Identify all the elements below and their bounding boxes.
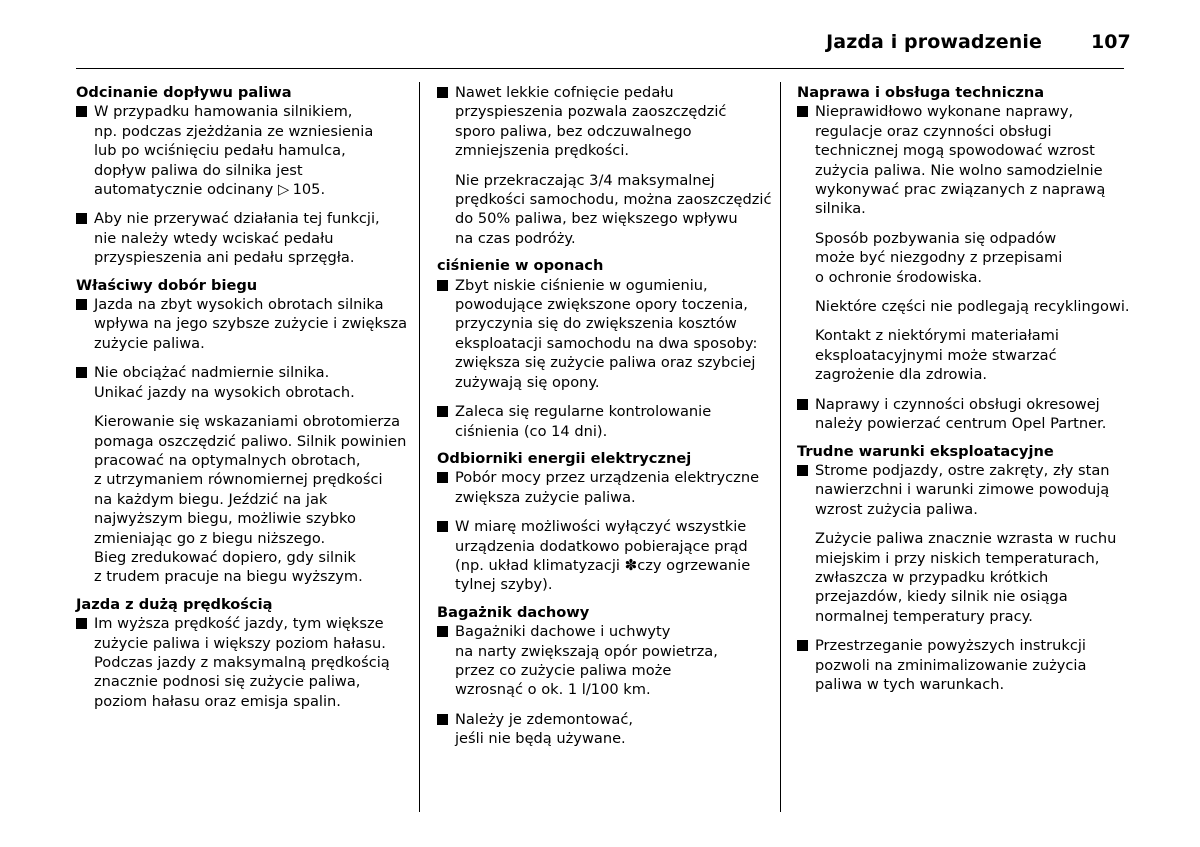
bullet-switch-off-devices: W miarę możliwości wyłączyć wszystkie urządzenia dodatkowo pobierające prąd (np. układ klimatyzacji ✽czy ogrzewanie tylnej szyby). [437, 517, 767, 595]
note-recycling: Niektóre części nie podlegają recyklingowi. [815, 298, 1130, 316]
note-waste-disposal: Sposób pozbywania się odpadów może być niezgodny z przepisami o ochronie środowiska. [815, 229, 1063, 286]
section-heading-roof-rack: Bagażnik dachowy [437, 603, 590, 621]
column-divider-2 [780, 82, 781, 812]
bullet-remove-rack: Należy je zdemontować, jeśli nie będą używane. [437, 710, 767, 749]
bullet-power-draw: Pobór mocy przez urządzenia elektryczne zwiększa zużycie paliwa. [437, 468, 767, 507]
bullet-roof-rack-drag: Bagażniki dachowe i uchwyty na narty zwiększają opór powietrza, przez co zużycie paliwa może wzrosnąć o ok. 1 l/100 km. [437, 622, 767, 700]
bullet-dont-overload: Nie obciążać nadmiernie silnika. Unikać jazdy na wysokich obrotach. [76, 363, 406, 402]
note-city-driving: Zużycie paliwa znacznie wzrasta w ruchu miejskim i przy niskich temperaturach, zwłaszcza w przypadku krótkich przejazdów, kiedy silnik nie osiąga normalnej temperatury pracy. [815, 530, 1117, 625]
bullet-improper-repairs: Nieprawidłowo wykonane naprawy, regulacje oraz czynności obsługi technicznej mogą spowodować wzrost zużycia paliwa. Nie wolno samodzielnie wykonywać prac związanych z naprawą silnika. [797, 102, 1127, 218]
column-2 [437, 83, 772, 757]
bullet-low-pressure: Zbyt niskie ciśnienie w ogumieniu, powodujące zwiększone opory toczenia, przyczynia się do zwiększenia kosztów eksploatacji samochodu na dwa sposoby: zwiększa się zużycie paliwa oraz szybciej zużywają się opony. [437, 276, 767, 392]
section-heading-fuel-cutoff: Odcinanie dopływu paliwa [76, 84, 292, 101]
column-divider-1 [419, 82, 420, 812]
note-three-quarter-speed: Nie przekraczając 3/4 maksymalnej prędkości samochodu, można zaoszczędzić do 50% paliwa, bez większego wpływu na czas podróży. [455, 171, 772, 247]
bullet-release-pedal: Nawet lekkie cofnięcie pedału przyspieszenia pozwala zaoszczędzić sporo paliwa, bez odczuwalnego zmniejszenia prędkości. [437, 83, 767, 161]
section-heading-tyre-pressure: ciśnienie w oponach [437, 257, 604, 275]
section-heading-electric-consumers: Odbiorniki energii elektrycznej [437, 449, 692, 467]
column-1 [76, 83, 406, 719]
climate-control-icon: ✽ [624, 555, 638, 574]
bullet-higher-speed: Im wyższa prędkość jazdy, tym większe zużycie paliwa i większy poziom hałasu. Podczas jazdy z maksymalną prędkością znacznie podnosi się zużycie paliwa, poziom hałasu oraz emisja spalin. [76, 614, 406, 711]
page-reference-icon: ▷ [277, 181, 290, 199]
section-heading-difficult-conditions: Trudne warunki eksploatacyjne [797, 442, 1054, 460]
bullet-dont-interrupt: Aby nie przerywać działania tej funkcji, nie należy wtedy wciskać pedału przyspieszenia ani pedału sprzęgła. [76, 209, 406, 267]
column-3 [797, 83, 1130, 702]
header-rule [76, 68, 1124, 69]
note-health-hazard: Kontakt z niektórymi materiałami eksploatacyjnymi może stwarzać zagrożenie dla zdrowia. [815, 327, 1059, 384]
bullet-engine-braking: W przypadku hamowania silnikiem, np. podczas zjeżdżania ze wzniesienia lub po wciśnięciu pedału hamulca, dopływ paliwa do silnika jest automatycznie odcinany ▷ 105. [76, 102, 406, 199]
bullet-follow-instructions: Przestrzeganie powyższych instrukcji pozwoli na zminimalizowanie zużycia paliwa w tych warunkach. [797, 636, 1127, 694]
bullet-check-pressure: Zaleca się regularne kontrolowanie ciśnienia (co 14 dni). [437, 402, 767, 441]
note-tachometer: Kierowanie się wskazaniami obrotomierza pomaga oszczędzić paliwo. Silnik powinien pracować na optymalnych obrotach, z utrzymaniem równomiernej prędkości na każdym biegu. Jeździć na jak najwyższym biegu, możliwie szybko zmieniając go z biegu niższego. Bieg zredukować dopiero, gdy silnik z trudem pracuje na biegu wyższym. [94, 413, 407, 586]
section-heading-gear-choice: Właściwy dobór biegu [76, 276, 258, 294]
page-number: 107 [1091, 31, 1131, 53]
section-heading-maintenance: Naprawa i obsługa techniczna [797, 84, 1045, 101]
bullet-opel-partner: Naprawy i czynności obsługi okresowej należy powierzać centrum Opel Partner. [797, 395, 1127, 434]
page-header-title: Jazda i prowadzenie [826, 31, 1042, 53]
bullet-steep-climbs: Strome podjazdy, ostre zakręty, zły stan nawierzchni i warunki zimowe powodują wzrost zużycia paliwa. [797, 461, 1127, 519]
bullet-high-revs: Jazda na zbyt wysokich obrotach silnika wpływa na jego szybsze zużycie i zwiększa zużycie paliwa. [76, 295, 406, 353]
section-heading-high-speed: Jazda z dużą prędkością [76, 595, 273, 613]
